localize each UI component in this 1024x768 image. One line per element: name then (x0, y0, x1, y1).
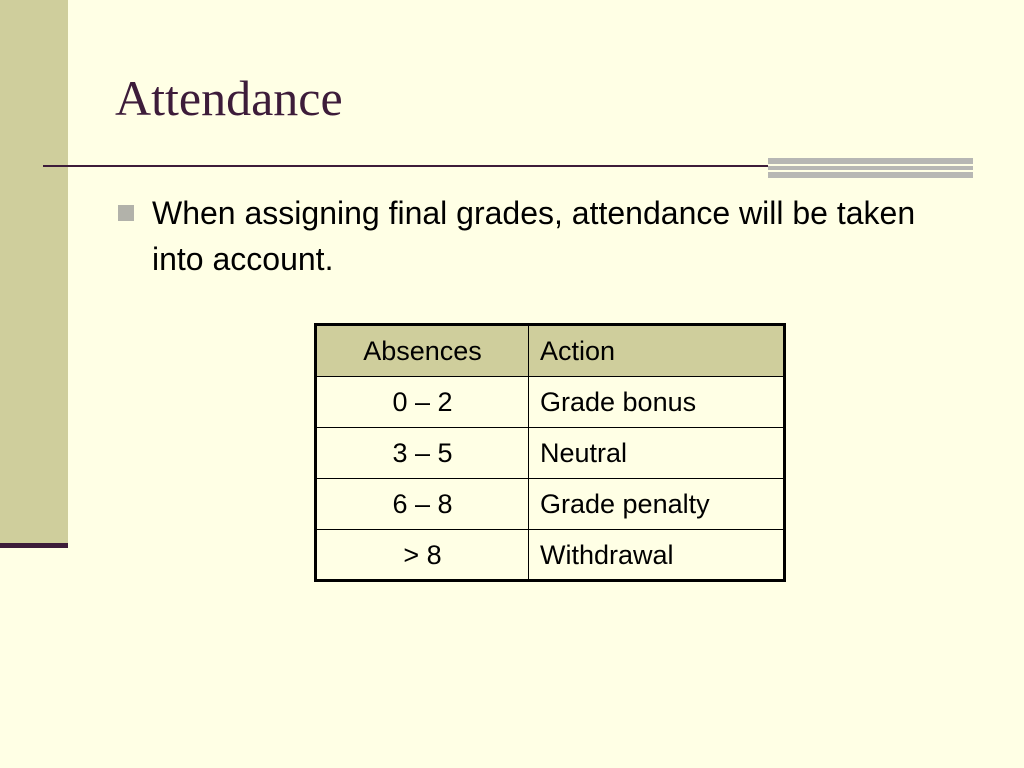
header-action: Action (529, 325, 785, 377)
square-bullet-icon (118, 205, 134, 221)
title-divider (43, 165, 768, 167)
bullet-item (118, 190, 958, 282)
slide-title: Attendance (115, 70, 343, 126)
action-cell: Grade penalty (529, 479, 785, 530)
accent-bar-middle (768, 166, 973, 170)
accent-bars (768, 158, 973, 178)
left-band-rule (0, 543, 68, 548)
bullet-text: When assigning final grades, attendance will be taken into account. (152, 195, 916, 277)
absences-cell: 0 – 2 (316, 377, 529, 428)
table-row (316, 428, 785, 479)
action-cell: Neutral (529, 428, 785, 479)
attendance-table (314, 323, 786, 582)
absences-cell: > 8 (316, 530, 529, 581)
header-absences: Absences (316, 325, 529, 377)
left-decorative-band (0, 0, 68, 544)
absences-cell: 3 – 5 (316, 428, 529, 479)
attendance-table-container (314, 323, 786, 582)
accent-bar-bottom (768, 172, 973, 178)
table-row (316, 530, 785, 581)
table-row (316, 377, 785, 428)
action-cell: Grade bonus (529, 377, 785, 428)
table-header-row (316, 325, 785, 377)
accent-bar-top (768, 158, 973, 164)
table-row (316, 479, 785, 530)
absences-cell: 6 – 8 (316, 479, 529, 530)
action-cell: Withdrawal (529, 530, 785, 581)
